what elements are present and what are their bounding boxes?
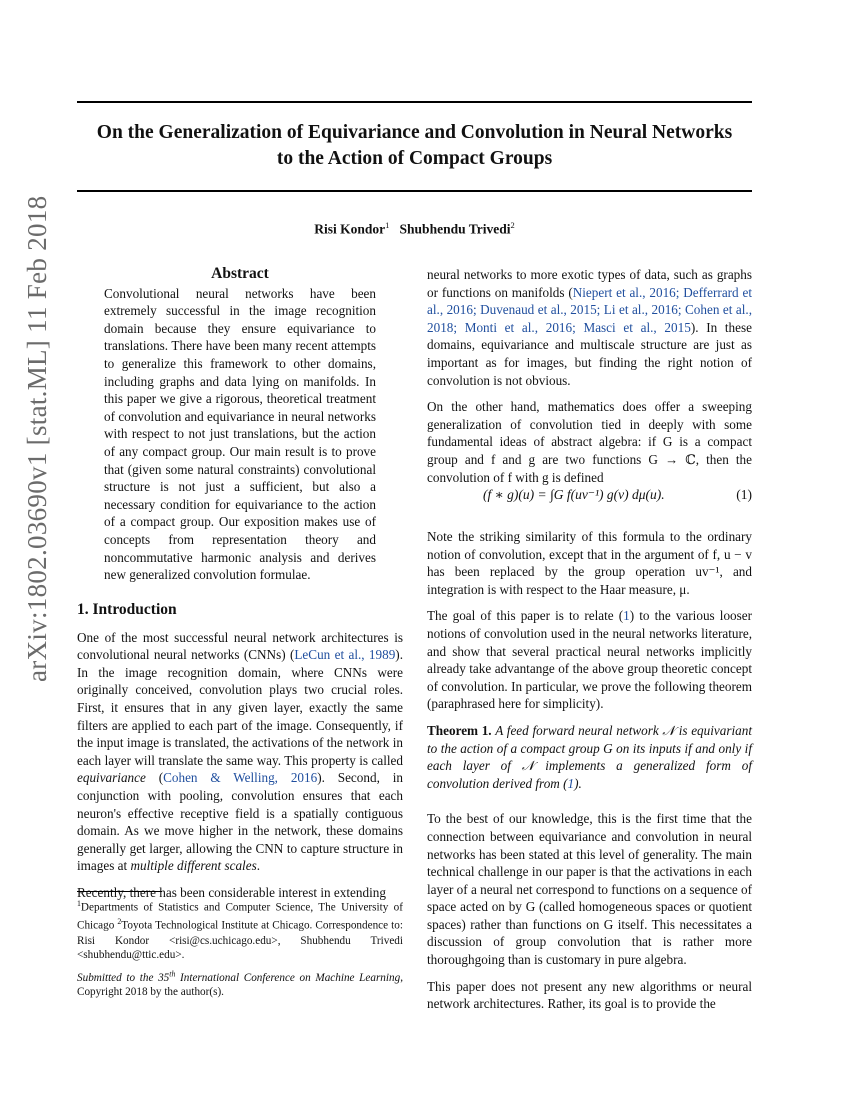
title-bottom-rule: [77, 190, 752, 192]
scope-paragraph: This paper does not present any new algorithms or neural network architectures. Rather, its goal is to provide the: [427, 978, 752, 1012]
introduction-heading: 1. Introduction: [77, 601, 177, 618]
abstract-text: Convolutional neural networks have been extremely successful in the image recognition domain because they ensure equivariance to translations. There have been many recent attempts to generalize this framework to other domains, including graphs and data lying on manifolds. In this paper we give a rigorous, theoretical treatment of convolution and equivariance in neural networks with respect to not just translations, but the action of any compact group. Our main result is to prove that (given some natural constraints) convolutional structure is not just a sufficient, but also a necessary condition for equivariance to the action of a compact group. Our exposition makes use of concepts from representation theory and noncommutative harmonic analysis and derives new generalized convolution formulae.: [104, 285, 376, 583]
author-trivedi-affil: 2: [510, 220, 515, 230]
footnote-rule: [77, 891, 162, 892]
theorem-1: Theorem 1. A feed forward neural network 𝒩 is equivariant to the action of a compact group G on its inputs if and only if each layer of 𝒩 implements a generalized form of convolution derived from (1).: [427, 722, 753, 791]
related-work-paragraph: neural networks to more exotic types of data, such as graphs or functions on manifolds (Niepert et al., 2016; Defferrard et al., 2016; Duvenaud et al., 2015; Li et al., 2016; Cohen et al., 2018; Monti et al., 2016; Masci et al., 2015). In these domains, equivariance and multiscale structure are just as important as for images, but finding the right notion of convolution is not obvious.: [427, 267, 753, 388]
citation-lecun[interactable]: LeCun et al., 1989: [294, 647, 396, 663]
similarity-paragraph: Note the striking similarity of this formula to the ordinary notion of convolution, except that in the argument of f, u − v has been replaced by the group operation uv⁻¹, and integration is with respect to the Haar measure, μ.: [427, 529, 752, 597]
theorem-equation-reference[interactable]: 1: [567, 775, 575, 791]
equation-reference[interactable]: 1: [623, 608, 630, 624]
intro-paragraph-1: One of the most successful neural network architectures is convolutional neural networks (CNNs) (LeCun et al., 1989). In the image recognition domain, where CNNs were originally conceived, convolution plays two crucial roles. First, it ensures that in any given layer, exactly the same filters are applied to each part of the image. Consequently, if the input image is translated, the activations of the network in each layer will translate the same way. This property is called equivariance (Cohen & Welling, 2016). Second, in conjunction with pooling, convolution ensures that each neuron's effective receptive field is a spatially contiguous domain. As we move higher in the network, these domains generally get larger, allowing the CNN to capture structure in images at multiple different scales.: [77, 629, 403, 874]
right-column-bottom: [427, 528, 752, 1013]
title-line-1: On the Generalization of Equivariance and Convolution in Neural Networks: [96, 122, 733, 143]
abstract-heading: Abstract: [211, 265, 269, 282]
theorem-label: Theorem 1.: [427, 722, 492, 738]
convolution-definition-paragraph: On the other hand, mathematics does offer a sweeping generalization of convolution tied in deeply with some fundamental ideas of abstract algebra: if G is a compact group and f and g are two functions G → ℂ, then the convolution of f with g is defined: [427, 399, 752, 485]
introduction-section: [77, 601, 403, 902]
paper-title: [77, 120, 752, 172]
contribution-paragraph: To the best of our knowledge, this is the first time that the connection between equivariance and convolution in neural networks has been stated at this level of generality. The main technical challenge in our paper is that the activations in each layer of a neural net correspond to functions on a sequence of space acted on by G (called homogeneous spaces or quotient spaces) rather than functions on G itself. This necessitates a discussion of group convolution that is rather more thoroughgoing than is customary in pure algebra.: [427, 811, 752, 968]
title-line-2: to the Action of Compact Groups: [276, 148, 553, 169]
author-trivedi: Shubhendu Trivedi: [399, 221, 511, 237]
right-column-top: [427, 266, 752, 486]
author-kondor-affil: 1: [385, 220, 390, 230]
author-list: [77, 220, 752, 238]
citation-group[interactable]: Niepert et al., 2016; Defferrard et al., 2016; Duvenaud et al., 2015; Li et al., 2016; Cohen et al., 2018; Monti et al., 2016; Masci et al., 2015: [427, 284, 753, 335]
submission-note: Submitted to the 35th International Conference on Machine Learning, Copyright 2018 by the author(s).: [77, 969, 403, 999]
equation-number: (1): [736, 487, 752, 502]
left-column: [77, 265, 403, 584]
affiliation-footnote: $^1$Departments of Statistics and Computer Science, The University of Chicago $^2$Toyota Technological Institute at Chicago. Correspondence to: Risi Kondor <risi@cs.uchicago.edu>, Shubhendu Trivedi <shubhendu@ttic.edu>.: [77, 899, 403, 962]
top-rule: [77, 101, 752, 103]
goal-paragraph: The goal of this paper is to relate (1) to the various looser notions of convolution used in the neural networks literature, and show that several practical neural networks implicitly already take advantange of the above group theoretic concept of convolution. In particular, we prove the following theorem (paraphrased here for simplicity).: [427, 608, 753, 712]
author-kondor: Risi Kondor: [314, 221, 386, 237]
equation-expression: (f ∗ g)(u) = ∫G f(uv⁻¹) g(v) dμ(u).: [483, 487, 665, 502]
citation-cohen-welling[interactable]: Cohen & Welling, 2016: [163, 770, 318, 786]
arxiv-identifier: arXiv:1802.03690v1 [stat.ML] 11 Feb 2018: [22, 195, 52, 682]
intro-paragraph-2: Recently, there has been considerable interest in extending: [77, 884, 386, 900]
